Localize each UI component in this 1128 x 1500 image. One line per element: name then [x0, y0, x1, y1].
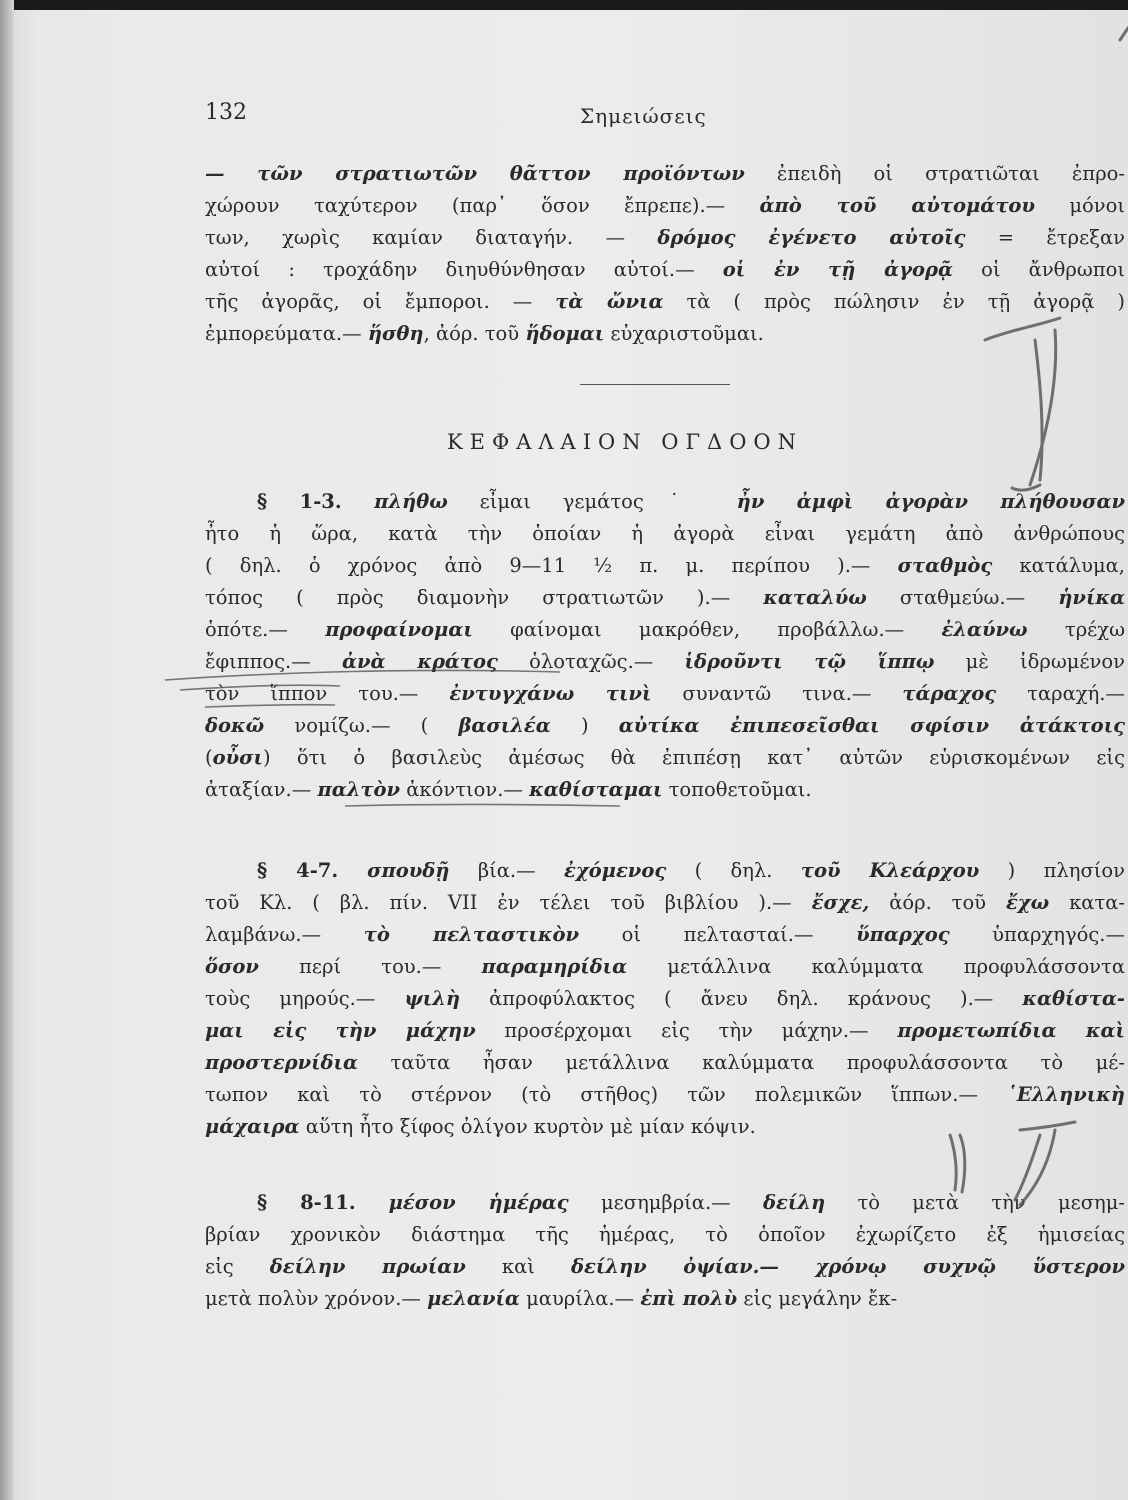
- gloss-text: συναντῶ τινα.—: [651, 682, 903, 705]
- section-marker: § 1-3.: [257, 490, 375, 513]
- lemma-term: ἥδομαι: [525, 322, 605, 345]
- text-line: [205, 1283, 1125, 1315]
- lemma-term: μάχαιρα: [205, 1115, 300, 1138]
- lemma-term: ἔχω: [1005, 891, 1050, 914]
- text-line: [205, 855, 1125, 887]
- gloss-text: τόπος ( πρὸς διαμονὴν στρατιωτῶν ).—: [205, 586, 764, 609]
- text-line: [205, 550, 1125, 582]
- notes-section-8-11: [205, 1187, 1125, 1315]
- section-divider: [580, 384, 730, 385]
- gloss-text: καὶ: [465, 1255, 571, 1278]
- text-line: [205, 919, 1125, 951]
- lemma-term: σπουδῇ: [367, 859, 450, 882]
- gloss-text: μαυρίλα.—: [519, 1287, 641, 1310]
- gloss-text: οἱ πελτασταί.—: [579, 923, 857, 946]
- text-line: [205, 158, 1125, 190]
- gloss-text: ( δηλ. ὁ χρόνος ἀπὸ 9—11 ½ π. μ. περίπου ).—: [205, 554, 898, 577]
- lemma-term: καθίσταμαι: [529, 778, 663, 801]
- gloss-text: αὐτοί : τροχάδην διηυθύνθησαν αὐτοί.—: [205, 258, 723, 281]
- gloss-text: ἀόρ. τοῦ: [869, 891, 1006, 914]
- running-title: Σημειώσεις: [580, 104, 707, 128]
- text-line: [205, 887, 1125, 919]
- gloss-text: ἀκόντιον.—: [400, 778, 530, 801]
- gloss-text: κατάλυμα,: [992, 554, 1125, 577]
- lemma-term: τάραχος: [902, 682, 997, 705]
- text-line: [205, 582, 1125, 614]
- text-line: [205, 1187, 1125, 1219]
- lemma-term: μαι εἰς τὴν μάχην: [205, 1019, 476, 1042]
- lemma-term: ἀπὸ τοῦ αὐτομάτου: [759, 194, 1035, 217]
- gloss-text: ἐπειδὴ οἱ στρατιῶται ἐπρο-: [744, 162, 1125, 185]
- lemma-term: βασιλέα: [458, 714, 551, 737]
- gloss-text: (: [205, 746, 213, 769]
- section-marker: § 4-7.: [257, 859, 368, 882]
- lemma-term: ἐπὶ πολὺ: [640, 1287, 738, 1310]
- lemma-term: παλτὸν: [317, 778, 401, 801]
- lemma-term: ὕπαρχος: [856, 923, 950, 946]
- text-line: [205, 190, 1125, 222]
- gloss-text: τὸν ἵππον του.—: [205, 682, 450, 705]
- text-line: [205, 318, 1125, 350]
- lemma-term: ἱδροῦντι τῷ ἵππῳ: [684, 650, 935, 673]
- gloss-text: ἔφιππος.—: [205, 650, 342, 673]
- text-line: [205, 1079, 1125, 1111]
- gloss-text: μόνοι: [1034, 194, 1125, 217]
- lemma-term: ψιλὴ: [404, 987, 461, 1010]
- gloss-text: φαίνομαι μακρόθεν, προβάλλω.—: [472, 618, 942, 641]
- lemma-term: ἥσθη: [367, 322, 424, 345]
- gloss-text: τρέχω: [1027, 618, 1125, 641]
- lemma-term: πλήθω: [374, 490, 448, 513]
- text-line: [205, 774, 1125, 806]
- gloss-text: μετὰ πολὺν χρόνον.—: [205, 1287, 428, 1310]
- gloss-text: ) ὅτι ὁ βασιλεὺς ἀμέσως θὰ ἐπιπέσῃ κατ᾽ αὐτῶν εὑρισκομένων εἰς: [262, 746, 1125, 769]
- gloss-text: = ἔτρεξαν: [965, 226, 1125, 249]
- gloss-text: τοὺς μηρούς.—: [205, 987, 405, 1010]
- gloss-text: τὰ ( πρὸς πώλησιν ἐν τῇ ἀγορᾷ ): [663, 290, 1125, 313]
- gloss-text: ἐμπορεύματα.—: [205, 322, 368, 345]
- gloss-text: τῆς ἀγορᾶς, οἱ ἔμποροι. —: [205, 290, 556, 313]
- lemma-term: οὖσι: [212, 746, 263, 769]
- gloss-text: τὸ μετὰ τὴν μεσημ-: [825, 1191, 1125, 1214]
- lemma-term: ἦν ἀμφὶ ἀγορὰν πλήθουσαν: [736, 490, 1125, 513]
- gloss-text: οἱ ἄνθρωποι: [952, 258, 1125, 281]
- gloss-text: μεσημβρία.—: [568, 1191, 763, 1214]
- gloss-text: αὕτη ἦτο ξίφος ὀλίγον κυρτὸν μὲ μίαν κόψιν.: [299, 1115, 756, 1138]
- notes-paragraph-continued: [205, 158, 1125, 350]
- notes-section-1-3: [205, 486, 1125, 806]
- lemma-term: — τῶν στρατιωτῶν θᾶττον προϊόντων: [205, 162, 745, 185]
- text-line: [205, 286, 1125, 318]
- text-line: [205, 951, 1125, 983]
- text-line: [205, 678, 1125, 710]
- text-line: [205, 1047, 1125, 1079]
- lemma-term: αὐτίκα ἐπιπεσεῖσθαι σφίσιν ἀτάκτοις: [618, 714, 1125, 737]
- lemma-term: προμετωπίδια καὶ: [897, 1019, 1125, 1042]
- page-header: [205, 100, 1128, 140]
- gloss-text: περί του.—: [258, 955, 482, 978]
- gloss-text: βρίαν χρονικὸν διάστημα τῆς ἡμέρας, τὸ ὁποῖον ἐχωρίζετο ἐξ ἡμισείας: [205, 1223, 1125, 1246]
- gloss-text: ) πλησίον: [979, 859, 1126, 882]
- lemma-term: ἐχόμενος: [563, 859, 667, 882]
- lemma-term: δοκῶ: [205, 714, 265, 737]
- text-line: [205, 983, 1125, 1015]
- gloss-text: ταῦτα ἦσαν μετάλλινα καλύμματα προφυλάσσοντα τὸ μέ-: [357, 1051, 1125, 1074]
- text-line: [205, 1015, 1125, 1047]
- text-line: [205, 222, 1125, 254]
- page-number: 132: [205, 100, 247, 125]
- gloss-text: τοῦ Κλ. ( βλ. πίν. VII ἐν τέλει τοῦ βιβλίου ).—: [205, 891, 812, 914]
- gloss-text: ὑπαρχηγός.—: [949, 923, 1125, 946]
- notes-section-4-7: [205, 855, 1125, 1143]
- lemma-term: καταλύω: [763, 586, 867, 609]
- lemma-term: προφαίνομαι: [325, 618, 473, 641]
- gloss-text: ( δηλ.: [666, 859, 801, 882]
- text-line: [205, 742, 1125, 774]
- lemma-term: δείλη: [762, 1191, 826, 1214]
- text-line: [205, 710, 1125, 742]
- gloss-text: εὐχαριστοῦμαι.: [604, 322, 764, 345]
- gloss-text: νομίζω.— (: [264, 714, 459, 737]
- lemma-term: ὅσον: [205, 955, 259, 978]
- gloss-text: εἰς μεγάλην ἔκ-: [737, 1287, 898, 1310]
- lemma-term: τοῦ Κλεάρχου: [800, 859, 980, 882]
- gloss-text: βία.—: [449, 859, 564, 882]
- gloss-text: ἦτο ἡ ὥρα, κατὰ τὴν ὁποίαν ἡ ἀγορὰ εἶναι γεμάτη ἀπὸ ἀνθρώπους: [205, 522, 1125, 545]
- lemma-term: προστερνίδια: [205, 1051, 358, 1074]
- lemma-term: ῾Ελληνικὴ: [1007, 1083, 1125, 1106]
- gloss-text: προσέρχομαι εἰς τὴν μάχην.—: [475, 1019, 898, 1042]
- gloss-text: εἰς: [205, 1255, 270, 1278]
- lemma-term: τὰ ὤνια: [555, 290, 664, 313]
- lemma-term: δείλην πρωίαν: [269, 1255, 466, 1278]
- gloss-text: λαμβάνω.—: [205, 923, 364, 946]
- gloss-text: των, χωρὶς καμίαν διαταγήν. —: [205, 226, 658, 249]
- gloss-text: ἀταξίαν.—: [205, 778, 318, 801]
- text-line: [205, 1219, 1125, 1251]
- gloss-text: τωπον καὶ τὸ στέρνον (τὸ στῆθος) τῶν πολεμικῶν ἵππων.—: [205, 1083, 1008, 1106]
- chapter-title: ΚΕΦΑΛΑΙΟΝ ΟΓΔΟΟΝ: [446, 430, 804, 454]
- gloss-text: σταθμεύω.—: [866, 586, 1059, 609]
- text-line: [205, 646, 1125, 678]
- gloss-text: εἶμαι γεμάτος˙: [447, 490, 737, 513]
- lemma-term: οἱ ἐν τῇ ἀγορᾷ: [722, 258, 953, 281]
- lemma-term: ἔσχε,: [811, 891, 870, 914]
- lemma-term: καθίστα-: [1022, 987, 1126, 1010]
- lemma-term: ἐντυγχάνω τινὶ: [449, 682, 652, 705]
- gloss-text: τοποθετοῦμαι.: [662, 778, 812, 801]
- text-line: [205, 486, 1125, 518]
- lemma-term: ἀνὰ κράτος: [341, 650, 498, 673]
- lemma-term: ἡνίκα: [1058, 586, 1125, 609]
- gloss-text: ὁλοταχῶς.—: [497, 650, 685, 673]
- lemma-term: σταθμὸς: [897, 554, 993, 577]
- gloss-text: ἀπροφύλακτος ( ἄνευ δηλ. κράνους ).—: [460, 987, 1023, 1010]
- gloss-text: χώρουν ταχύτερον (παρ᾽ ὅσον ἔπρεπε).—: [205, 194, 760, 217]
- lemma-term: δρόμος ἐγένετο αὐτοῖς: [657, 226, 966, 249]
- text-line: [205, 518, 1125, 550]
- gloss-text: μὲ ἱδρωμένον: [934, 650, 1125, 673]
- scan-top-border: [0, 0, 1128, 10]
- lemma-term: μέσον ἡμέρας: [388, 1191, 569, 1214]
- gloss-text: , ἀόρ. τοῦ: [423, 322, 526, 345]
- gloss-text: ὁπότε.—: [205, 618, 326, 641]
- lemma-term: δείλην ὀψίαν.— χρόνῳ συχνῷ ὕστερον: [570, 1255, 1125, 1278]
- gloss-text: ταραχή.—: [996, 682, 1125, 705]
- text-line: [205, 1111, 1125, 1143]
- lemma-term: μελανία: [427, 1287, 520, 1310]
- page-gutter-shadow: [0, 0, 14, 1500]
- section-marker: § 8-11.: [257, 1191, 389, 1214]
- gloss-text: μετάλλινα καλύμματα προφυλάσσοντα: [627, 955, 1125, 978]
- gloss-text: ): [550, 714, 619, 737]
- gloss-text: κατα-: [1049, 891, 1125, 914]
- lemma-term: παραμηρίδια: [481, 955, 628, 978]
- text-line: [205, 254, 1125, 286]
- lemma-term: τὸ πελταστικὸν: [363, 923, 580, 946]
- lemma-term: ἐλαύνω: [941, 618, 1028, 641]
- text-line: [205, 1251, 1125, 1283]
- text-line: [205, 614, 1125, 646]
